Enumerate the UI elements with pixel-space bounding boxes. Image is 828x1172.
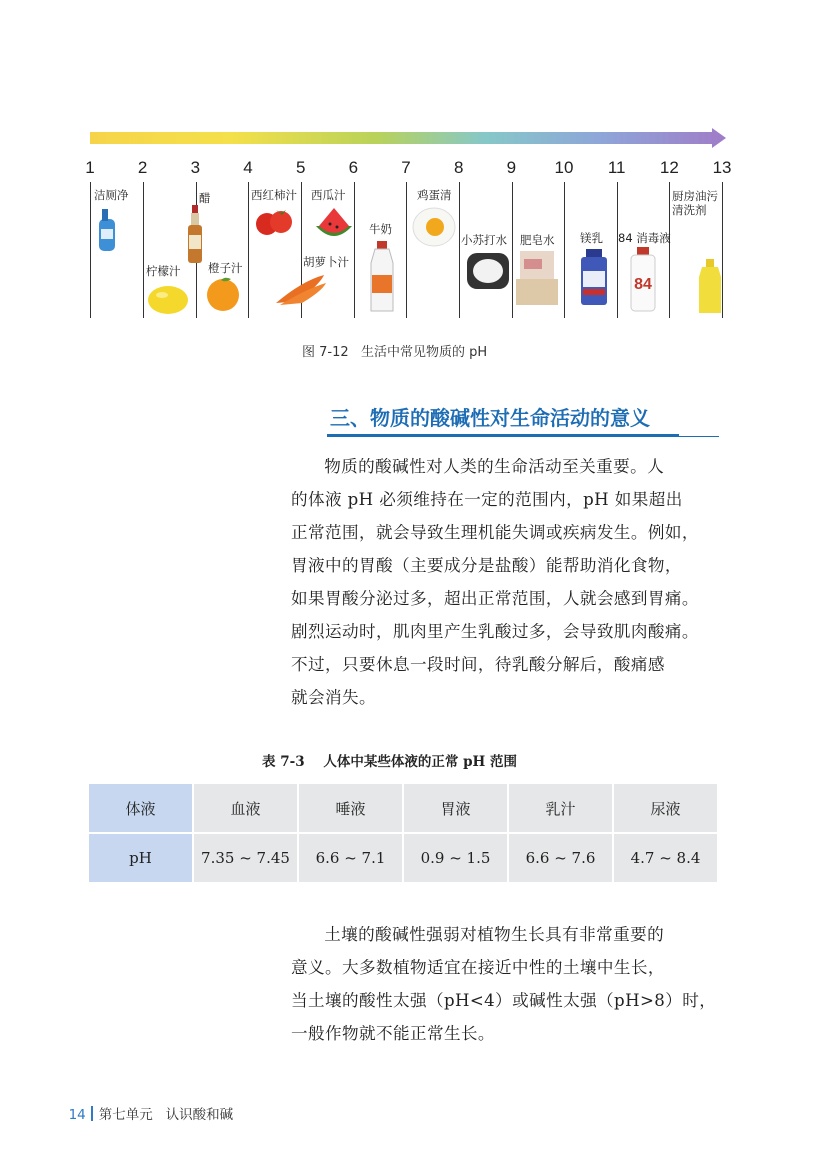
body-paragraph-1: [291, 450, 721, 714]
egg-icon: [411, 205, 457, 249]
paragraph-line: 不过，只要休息一段时间，待乳酸分解后，酸痛感: [291, 655, 665, 674]
substance-label-milk: 牛奶: [369, 222, 392, 236]
lemon-icon: [146, 284, 190, 316]
paragraph-line: 土壤的酸碱性强弱对植物生长具有非常重要的: [324, 925, 665, 944]
disinfectant-bottle-icon: [630, 247, 656, 313]
table-header-cell: 乳汁: [508, 783, 613, 833]
substance-label-toilet-cleaner: 洁厕净: [94, 188, 129, 202]
paragraph-line: 剧烈运动时，肌肉里产生乳酸过多，会导致肌肉酸痛。: [291, 622, 699, 641]
ph-tick-label: 6: [348, 158, 359, 177]
table-caption: 表 7-3 人体中某些体液的正常 pH 范围: [262, 754, 517, 770]
substance-label-baking-soda: 小苏打水: [461, 233, 507, 247]
ph-tick-label: 4: [243, 158, 253, 177]
table-cell: 6.6 ~ 7.6: [508, 833, 613, 883]
orange-icon: [203, 276, 243, 312]
carrot-icon: [272, 271, 328, 307]
ph-tick-label: 9: [506, 158, 517, 177]
ph-tick-label: 7: [401, 158, 411, 177]
ph-divider: [512, 182, 513, 318]
paragraph-line: 意义。大多数植物适宜在接近中性的土壤中生长，: [291, 958, 665, 977]
ph-divider: [617, 182, 618, 318]
ph-divider: [564, 182, 565, 318]
degreaser-bottle-icon: [697, 259, 723, 315]
ph-divider: [143, 182, 144, 318]
milk-of-magnesia-icon: [580, 249, 608, 307]
ph-divider: [354, 182, 355, 318]
svg-text:84: 84: [634, 276, 652, 293]
table-header-cell: 体液: [88, 783, 193, 833]
table-cell: pH: [88, 833, 193, 883]
toilet-cleaner-bottle-icon: [96, 207, 118, 253]
ph-tick-label: 2: [137, 158, 148, 177]
substance-label-vinegar: 醋: [199, 191, 211, 205]
table-header-cell: 胃液: [403, 783, 508, 833]
page-footer: [60, 1087, 233, 1123]
table-row: [88, 833, 718, 883]
ph-divider: [669, 182, 670, 318]
table-cell: 6.6 ~ 7.1: [298, 833, 403, 883]
body-paragraph-2: [291, 918, 721, 1050]
table-header-cell: 血液: [193, 783, 298, 833]
ph-tick-label: 13: [712, 158, 732, 177]
tomato-icon: [254, 204, 294, 238]
substance-label-soap: 肥皂水: [520, 233, 555, 247]
substance-label-lemon: 柠檬汁: [146, 264, 181, 278]
section-title: 三、物质的酸碱性对生命活动的意义: [330, 406, 650, 430]
paragraph-line: 正常范围，就会导致生理机能失调或疾病发生。例如，: [291, 523, 699, 542]
substance-label-carrot: 胡萝卜汁: [303, 255, 349, 269]
table-cell: 0.9 ~ 1.5: [403, 833, 508, 883]
ph-tick-label: 3: [190, 158, 201, 177]
section-underline-thick: [327, 434, 679, 437]
table-header-row: [88, 783, 718, 833]
table-header-cell: 尿液: [613, 783, 718, 833]
table-header-cell: 唾液: [298, 783, 403, 833]
ph-tick-label: 11: [607, 158, 626, 177]
watermelon-icon: [314, 206, 354, 244]
body-fluid-ph-table: [87, 782, 719, 884]
paragraph-line: 一般作物就不能正常生长。: [291, 1024, 495, 1043]
paragraph-line: 的体液 pH 必须维持在一定的范围内，pH 如果超出: [291, 490, 683, 509]
paragraph-line: 胃液中的胃酸（主要成分是盐酸）能帮助消化食物，: [291, 556, 682, 575]
footer-divider: [91, 1106, 93, 1121]
ph-tick-label: 1: [85, 158, 95, 177]
soap-icon: [516, 251, 560, 307]
milk-bottle-icon: [369, 241, 395, 313]
ph-tick-label: 5: [295, 158, 306, 177]
ph-tick-label: 12: [659, 158, 679, 177]
table-cell: 4.7 ~ 8.4: [613, 833, 718, 883]
paragraph-line: 就会消失。: [291, 688, 376, 707]
substance-label-tomato: 西红柿汁: [251, 188, 297, 202]
baking-soda-icon: [466, 251, 510, 291]
ph-scale-gradient-arrow: [90, 128, 726, 148]
ph-divider: [459, 182, 460, 318]
ph-tick-label: 10: [554, 158, 574, 177]
unit-title: 第七单元 认识酸和碱: [98, 1107, 234, 1123]
ph-tick-label: 8: [453, 158, 464, 177]
ph-divider: [248, 182, 249, 318]
substance-label-milk-of-magnesia: 镁乳: [580, 231, 603, 245]
paragraph-line: 当土壤的酸性太强（pH<4）或碱性太强（pH>8）时，: [291, 991, 717, 1010]
substance-label-watermelon: 西瓜汁: [311, 188, 346, 202]
table-cell: 7.35 ~ 7.45: [193, 833, 298, 883]
paragraph-line: 如果胃酸分泌过多，超出正常范围，人就会感到胃痛。: [291, 589, 699, 608]
ph-divider: [90, 182, 91, 318]
substance-label-degreaser: 厨房油污 清洗剂: [672, 189, 718, 217]
vinegar-bottle-icon: [186, 205, 204, 265]
substance-label-egg-white: 鸡蛋清: [417, 188, 452, 202]
substance-label-orange: 橙子汁: [208, 261, 243, 275]
page-number: 14: [68, 1107, 86, 1123]
paragraph-line: 物质的酸碱性对人类的生命活动至关重要。人: [324, 457, 665, 476]
figure-caption: 图 7-12 生活中常见物质的 pH: [302, 345, 488, 360]
substance-label-84-disinfectant: 84 消毒液: [618, 231, 671, 245]
ph-divider: [406, 182, 407, 318]
